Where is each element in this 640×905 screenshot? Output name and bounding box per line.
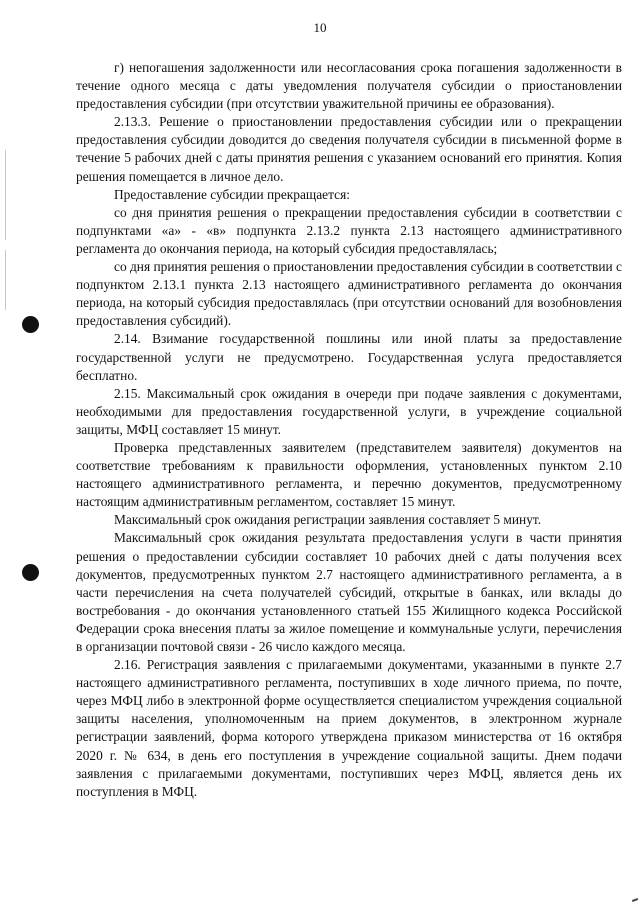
paragraph-2-13-3: 2.13.3. Решение о приостановлении предоставления субсидии или о прекращении предоставления субсидии доводится до сведения получателя субсидии в письменной форме в течение 5 рабочих дней с даты принятия решения с указанием оснований его принятия. Копия решения помещается в личное дело. <box>76 114 622 184</box>
scan-margin-line <box>5 250 6 310</box>
paragraph-termination-item-1: со дня принятия решения о прекращении предоставления субсидии в соответствии с подпунктами «а» - «в» подпункта 2.13.2 пункта 2.13 настоящего административного регламента до окончания периода, на который субсидия предоставлялась; <box>76 204 622 256</box>
page-number: 10 <box>313 20 327 35</box>
paragraph-termination-intro: Предоставление субсидии прекращается: <box>114 186 350 202</box>
punch-hole-mark <box>22 564 39 581</box>
paragraph-result-wait: Максимальный срок ожидания результата предоставления услуги в части принятия решения о предоставлении субсидии составляет 10 рабочих дней с даты получения всех документов, предусмотренных пунктом 2.7 настоящего административного регламента, а в части перечисления на счета получателей субсидий, открытые в банках, или вклады до востребования - до окончания установленного статьей 155 Жилищного кодекса Российской Федерации срока внесения платы за жилое помещение и коммунальные услуги, перечисления в организации почтовой связи - 26 число каждого месяца. <box>76 530 622 654</box>
paragraph-document-check: Проверка представленных заявителем (представителем заявителя) документов на соответствие требованиям к правильности оформления, установленных пунктом 2.10 настоящего административного регламента, и перечню документов, предусмотренному настоящим административным регламентом, составляет 15 минут. <box>76 439 622 510</box>
paragraph-2-15: 2.15. Максимальный срок ожидания в очереди при подаче заявления с документами, необходимыми для предоставления государственной услуги, в учреждение социальной защиты, МФЦ составляет 15 минут. <box>76 385 622 437</box>
paragraph-termination-item-2: со дня принятия решения о приостановлении предоставления субсидии в соответствии с подпунктом 2.13.1 пункта 2.13 настоящего административного регламента до окончания периода, на который субсидия предоставлялась (при отсутствии оснований для возобновления предоставления субсидий). <box>76 259 622 329</box>
punch-hole-mark <box>22 316 39 333</box>
scan-margin-line <box>5 150 6 240</box>
scan-corner-mark <box>632 898 638 902</box>
paragraph-clause-g: г) непогашения задолженности или несогласования срока погашения задолженности в течение одного месяца с даты уведомления получателя субсидии о приостановлении предоставления субсидии (при отсутствии уважительной причины ее образования). <box>76 60 622 112</box>
paragraph-2-16: 2.16. Регистрация заявления с прилагаемыми документами, указанными в пункте 2.7 настоящего административного регламента, поступивших в ходе личного приема, по почте, через МФЦ либо в электронной форме осуществляется специалистом учреждения социальной защиты населения, уполномоченным на прием документов, в электронном журнале регистрации заявлений, форма которого утверждена приказом министерства от 16 октября 2020 г. № 634, в день его поступления в учреждение социальной защиты. Днем подачи заявления с прилагаемыми документами, поступивших через МФЦ, является день их поступления в МФЦ. <box>76 657 622 799</box>
document-body <box>76 59 622 801</box>
paragraph-registration-wait: Максимальный срок ожидания регистрации заявления составляет 5 минут. <box>114 512 542 528</box>
paragraph-2-14: 2.14. Взимание государственной пошлины или иной платы за предоставление государственной услуги не предусмотрено. Государственная услуга предоставляется бесплатно. <box>76 331 622 383</box>
